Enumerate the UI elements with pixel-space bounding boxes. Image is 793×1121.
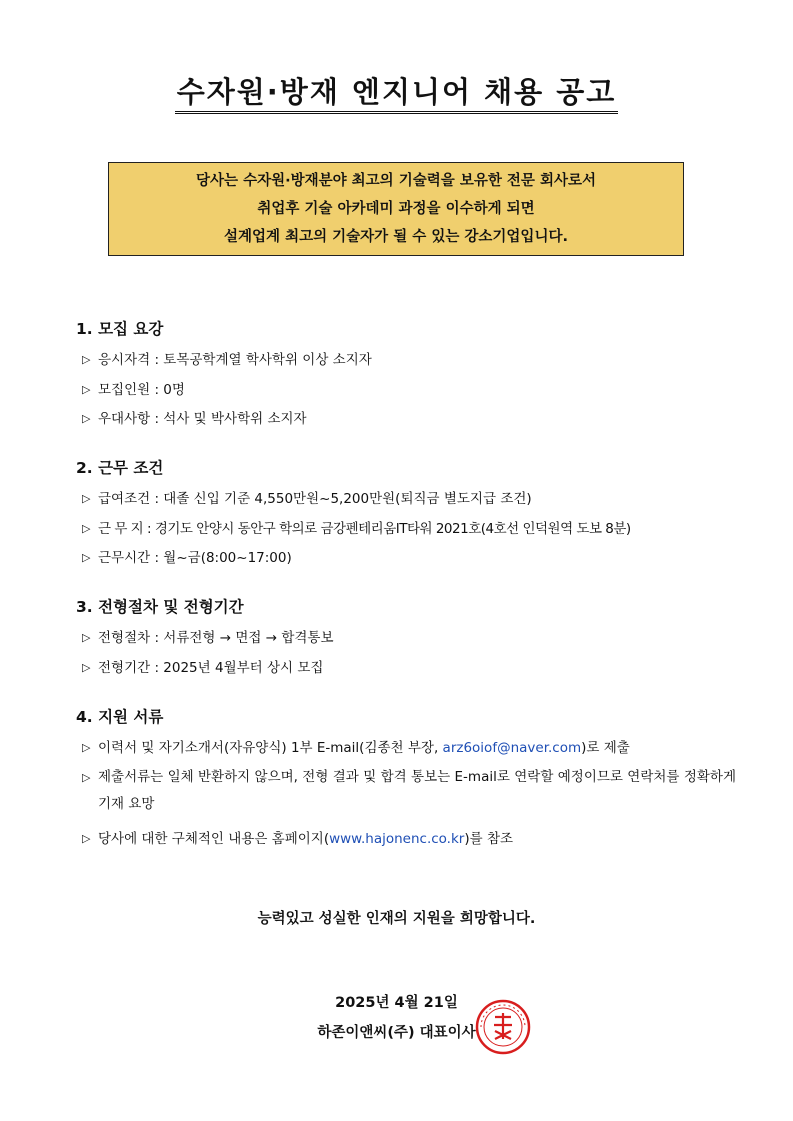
email-link[interactable]: arz6oiof@naver.com (442, 740, 582, 756)
homepage-link[interactable]: www.hajonenc.co.kr (329, 831, 465, 847)
triangle-marker-icon: ▷ (82, 382, 91, 396)
list-item: ▷ 제출서류는 일체 반환하지 않으며, 전형 결과 및 합격 통보는 E-mail로 연락할 예정이므로 연락처를 정확하게 기재 요망 (76, 770, 736, 818)
section-heading: 4. 지원 서류 (76, 708, 164, 726)
list-item: ▷ 모집인원 : 0명 (76, 382, 736, 398)
announcement-date: 2025년 4월 21일 (335, 995, 458, 1011)
section-recruitment (76, 317, 736, 441)
intro-box (108, 162, 684, 256)
triangle-marker-icon: ▷ (82, 353, 91, 366)
list-item: ▷ 우대사항 : 석사 및 박사학위 소지자 (76, 411, 736, 427)
section-heading: 2. 근무 조건 (76, 459, 164, 477)
triangle-marker-icon: ▷ (82, 770, 91, 784)
section-heading: 1. 모집 요강 (76, 320, 164, 338)
section-documents (76, 705, 736, 861)
section-process (76, 595, 736, 689)
list-item: ▷ 전형절차 : 서류전형 → 면접 → 합격통보 (76, 630, 736, 646)
section-heading: 3. 전형절차 및 전형기간 (76, 598, 244, 616)
list-item: ▷ 근무시간 : 월~금(8:00~17:00) (76, 550, 736, 566)
intro-line: 당사는 수자원·방재분야 최고의 기술력을 보유한 전문 회사로서 (196, 173, 596, 189)
list-item: ▷ 근 무 지 : 경기도 안양시 동안구 학의로 금강펜테리움IT타워 2021호(4호선 인덕원역 도보 8분) (76, 521, 736, 537)
triangle-marker-icon: ▷ (82, 551, 91, 564)
page-title (0, 70, 793, 111)
triangle-marker-icon: ▷ (82, 521, 91, 535)
list-item: ▷ 응시자격 : 토목공학계열 학사학위 이상 소지자 (76, 352, 736, 368)
intro-line: 설계업계 최고의 기술자가 될 수 있는 강소기업입니다. (224, 229, 568, 245)
triangle-marker-icon: ▷ (82, 492, 91, 505)
company-signature: 하존이앤씨(주) 대표이사 (317, 1025, 476, 1041)
page-title-text: 수자원·방재 엔지니어 채용 공고 (175, 75, 619, 114)
triangle-marker-icon: ▷ (82, 412, 91, 425)
intro-line: 취업후 기술 아카데미 과정을 이수하게 되면 (257, 201, 535, 217)
triangle-marker-icon: ▷ (82, 660, 91, 674)
list-item: ▷ 이력서 및 자기소개서(자유양식) 1부 E-mail(김종천 부장, arz6oiof@naver.com)로 제출 (76, 740, 736, 756)
list-item: ▷ 전형기간 : 2025년 4월부터 상시 모집 (76, 660, 736, 676)
triangle-marker-icon: ▷ (82, 832, 91, 845)
triangle-marker-icon: ▷ (82, 631, 91, 644)
list-item: ▷ 당사에 대한 구체적인 내용은 홈페이지(www.hajonenc.co.kr)를 참조 (76, 831, 736, 847)
company-seal-icon (475, 999, 531, 1055)
list-item: ▷ 급여조건 : 대졸 신입 기준 4,550만원~5,200만원(퇴직금 별도지급 조건) (76, 491, 736, 507)
section-conditions (76, 456, 736, 580)
closing-message: 능력있고 성실한 인재의 지원을 희망합니다. (257, 911, 536, 927)
triangle-marker-icon: ▷ (82, 741, 91, 754)
